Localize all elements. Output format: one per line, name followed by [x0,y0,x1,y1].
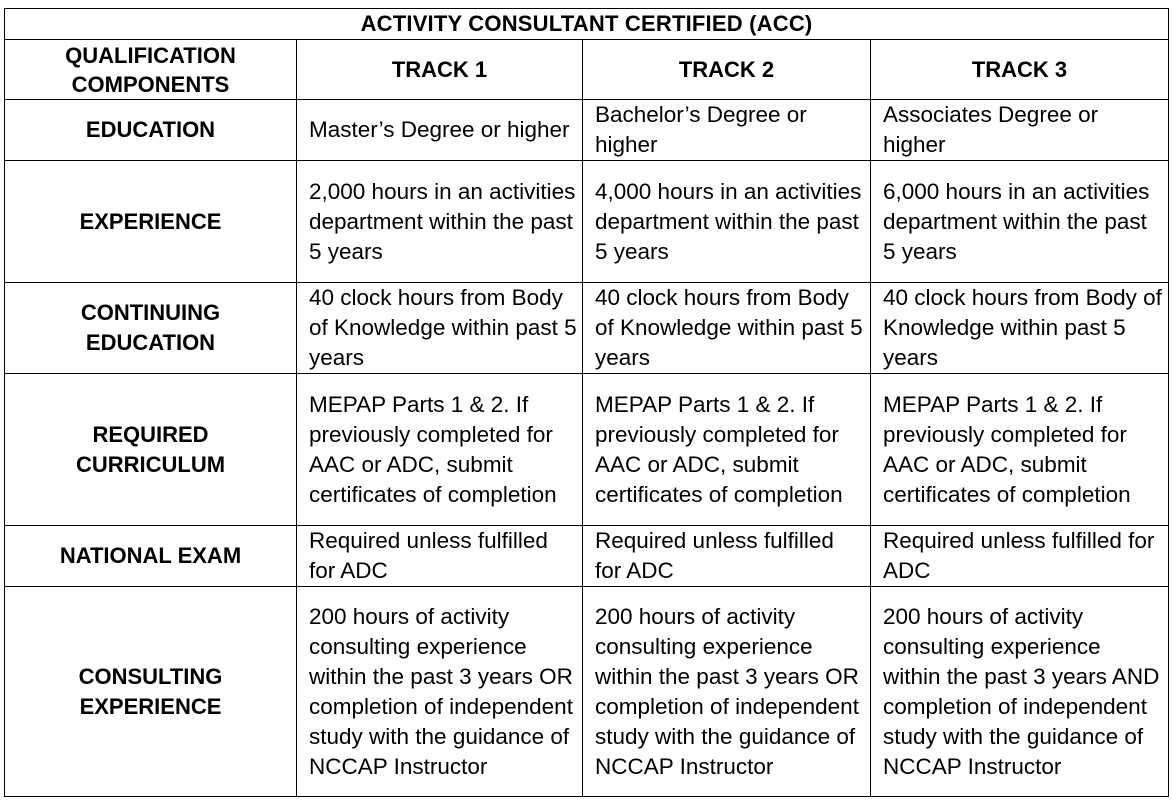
row-label-continuing-education: CONTINUING EDUCATION [5,283,297,374]
header-components: QUALIFICATION COMPONENTS [5,40,297,100]
row-label-experience: EXPERIENCE [5,161,297,283]
required-curriculum-track-3: MEPAP Parts 1 & 2. If previously completed for AAC or ADC, submit certificates of completion [871,374,1169,526]
table-row [5,283,1169,374]
acc-requirements-document [4,8,1169,797]
header-track-1: TRACK 1 [297,40,583,100]
required-curriculum-track-2: MEPAP Parts 1 & 2. If previously completed for AAC or ADC, submit certificates of completion [583,374,871,526]
required-curriculum-track-1: MEPAP Parts 1 & 2. If previously completed for AAC or ADC, submit certificates of completion [297,374,583,526]
continuing-education-track-3: 40 clock hours from Body of Knowledge within past 5 years [871,283,1169,374]
row-label-education: EDUCATION [5,100,297,161]
national-exam-track-2: Required unless fulfilled for ADC [583,526,871,587]
table-row [5,161,1169,283]
row-label-consulting-experience: CONSULTING EXPERIENCE [5,587,297,797]
consulting-experience-track-1: 200 hours of activity consulting experience within the past 3 years OR completion of independent study with the guidance of NCCAP Instructor [297,587,583,797]
table-row [5,526,1169,587]
national-exam-track-1: Required unless fulfilled for ADC [297,526,583,587]
header-track-3: TRACK 3 [871,40,1169,100]
row-label-required-curriculum: REQUIRED CURRICULUM [5,374,297,526]
experience-track-3: 6,000 hours in an activities department within the past 5 years [871,161,1169,283]
consulting-experience-track-3: 200 hours of activity consulting experience within the past 3 years AND completion of independent study with the guidance of NCCAP Instructor [871,587,1169,797]
table-row [5,100,1169,161]
table-row [5,374,1169,526]
header-track-2: TRACK 2 [583,40,871,100]
education-track-2: Bachelor’s Degree or higher [583,100,871,161]
row-label-national-exam: NATIONAL EXAM [5,526,297,587]
national-exam-track-3: Required unless fulfilled for ADC [871,526,1169,587]
acc-requirements-table [4,8,1169,797]
experience-track-1: 2,000 hours in an activities department within the past 5 years [297,161,583,283]
experience-track-2: 4,000 hours in an activities department within the past 5 years [583,161,871,283]
title-row [5,9,1169,40]
education-track-1: Master’s Degree or higher [297,100,583,161]
table-row [5,587,1169,797]
table-title: ACTIVITY CONSULTANT CERTIFIED (ACC) [5,9,1169,40]
continuing-education-track-2: 40 clock hours from Body of Knowledge within past 5 years [583,283,871,374]
header-row [5,40,1169,100]
education-track-3: Associates Degree or higher [871,100,1169,161]
consulting-experience-track-2: 200 hours of activity consulting experience within the past 3 years OR completion of independent study with the guidance of NCCAP Instructor [583,587,871,797]
continuing-education-track-1: 40 clock hours from Body of Knowledge within past 5 years [297,283,583,374]
